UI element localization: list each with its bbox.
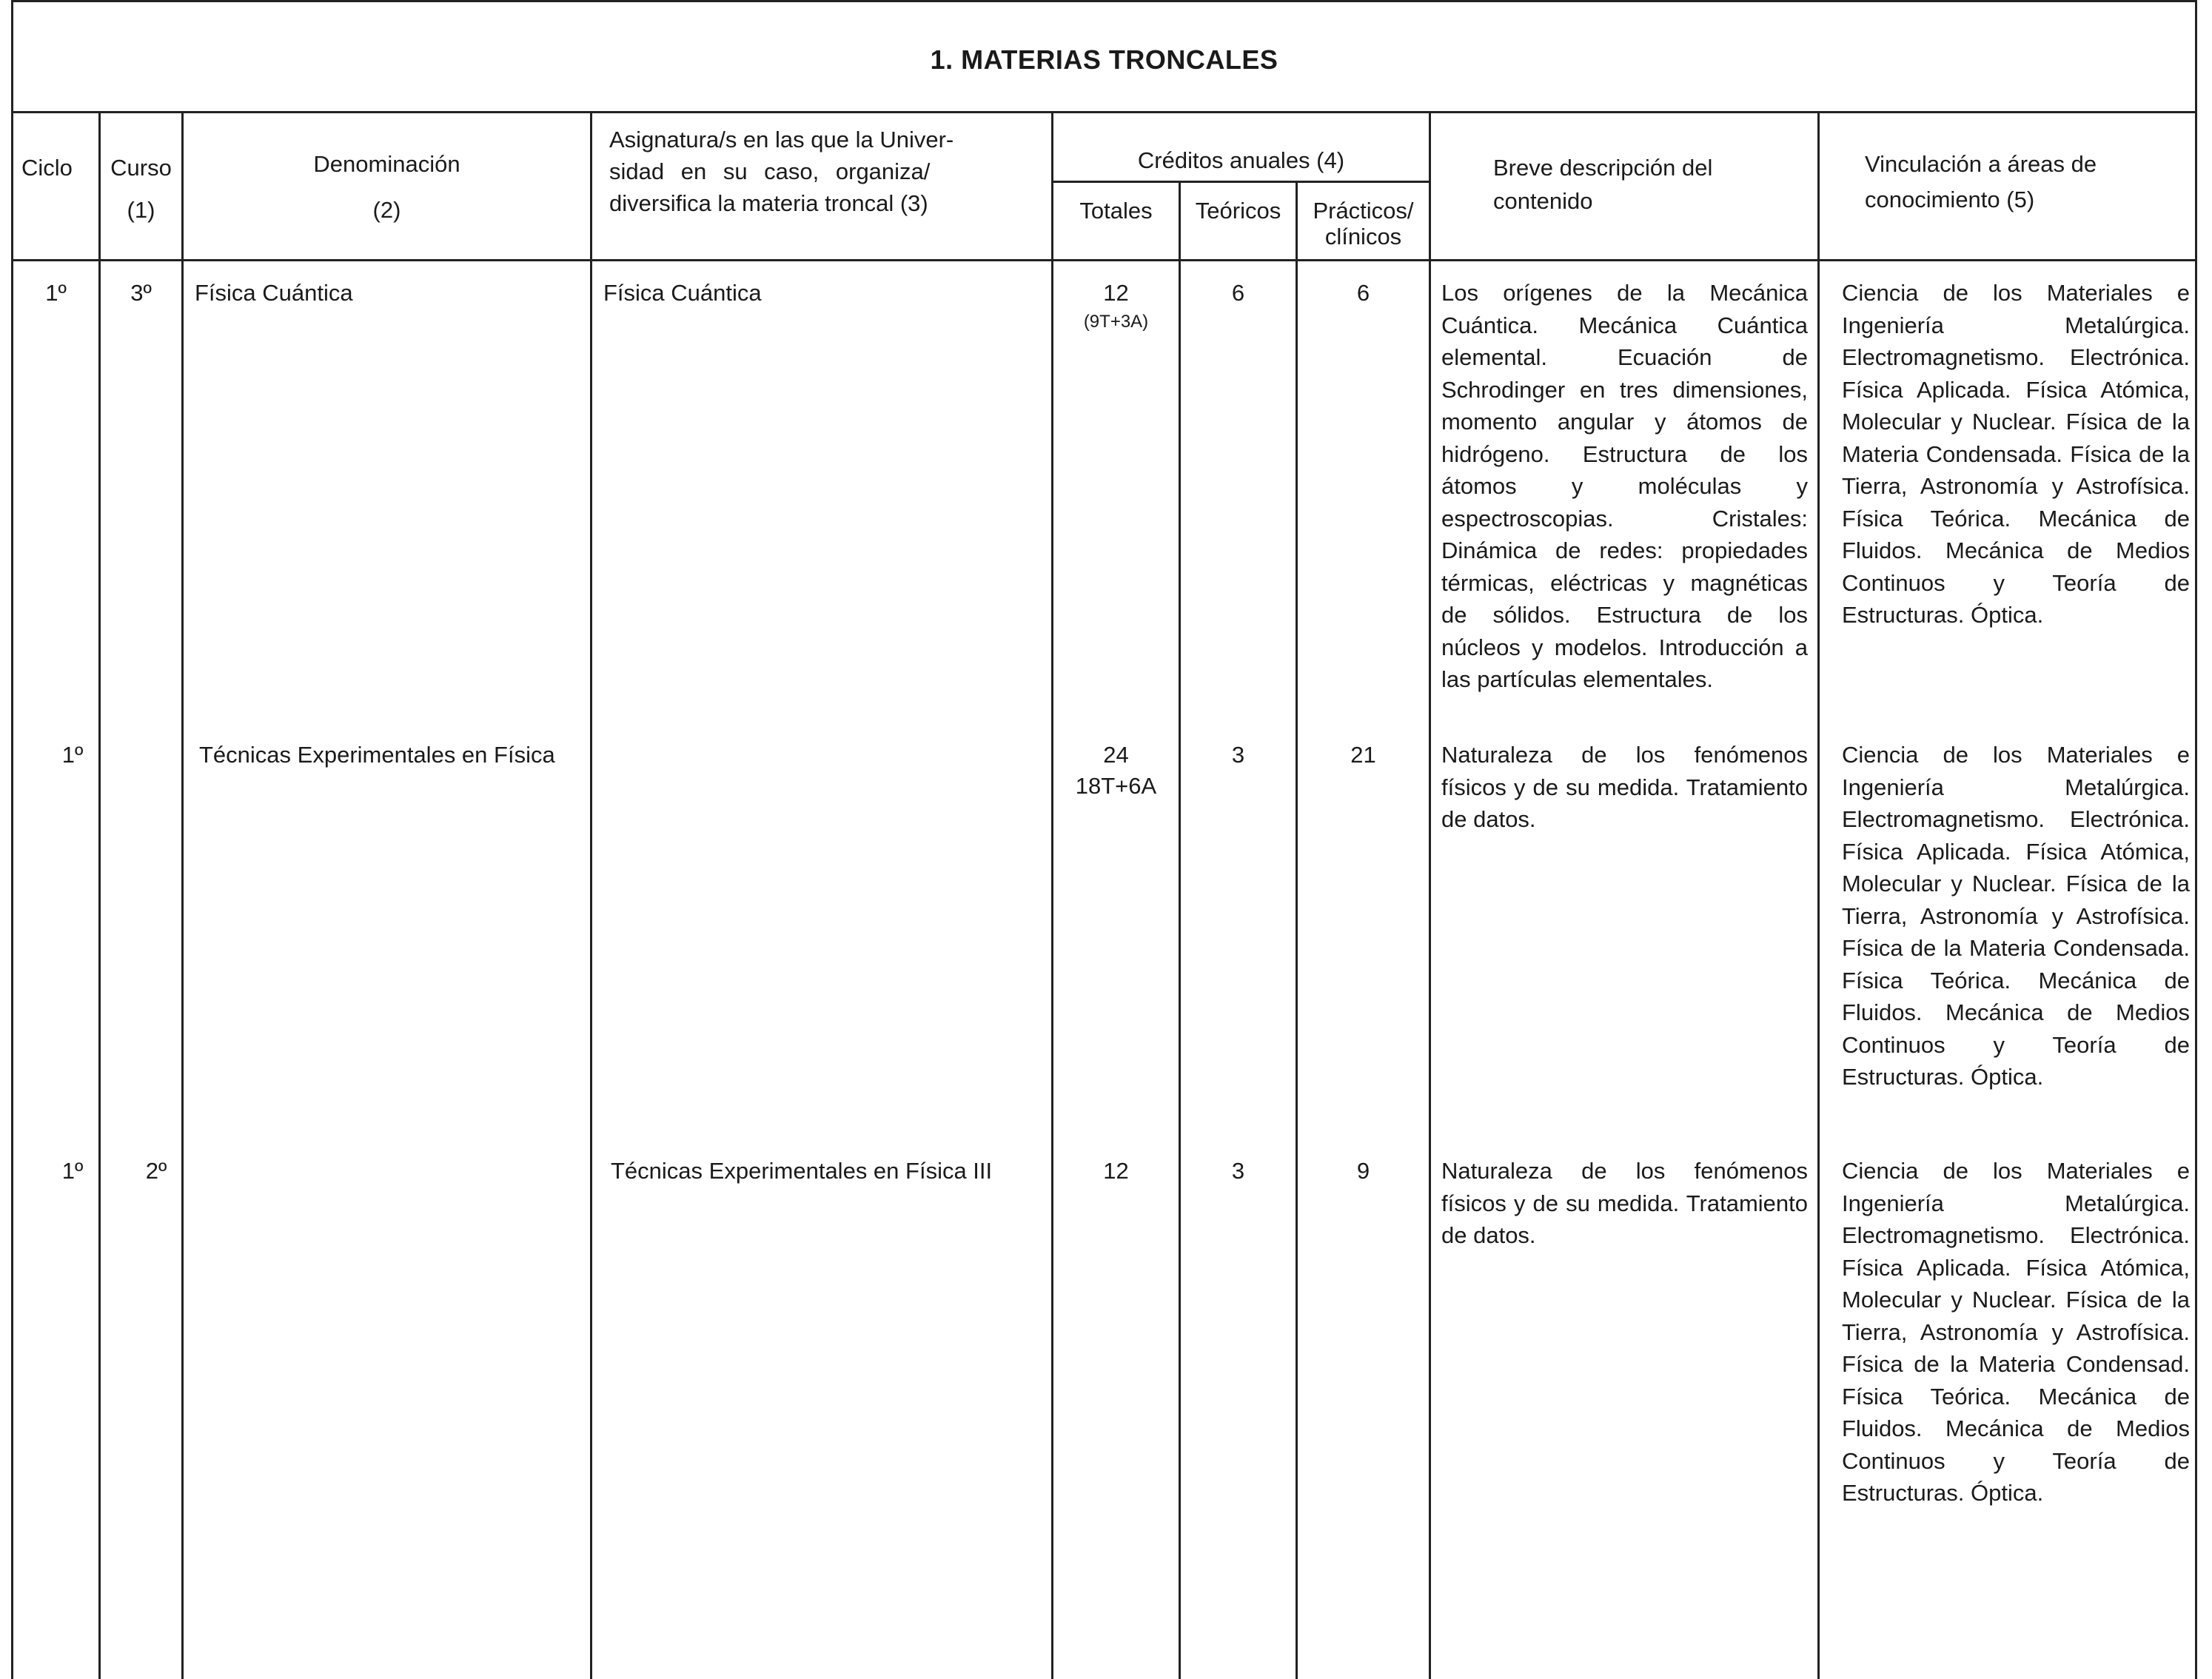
row2-practicos: 21 [1350,742,1376,768]
header-denominacion: Denominación [313,151,460,177]
col-divider-denominacion [590,111,592,1679]
top-border [11,0,2197,2]
col-divider-ciclo [98,111,101,1679]
row1-asignatura: Física Cuántica [603,280,762,306]
row1-totales-detail: (9T+3A) [1083,312,1149,332]
table-frame [11,0,2197,1679]
header-asignatura-line2: sidad en su caso, organiza/ [609,158,931,184]
header-bottom [11,259,2197,261]
header-asignatura-line3: diversifica la materia troncal (3) [609,190,928,216]
row1-descripcion: Los orígenes de la Mecánica Cuántica. Mecánica Cuántica elemental. Ecuación de Schrodinger en tres dimensiones, momento angular y átomos de hidrógeno. Estructura de los átomos y moléculas y espectroscopias. Cristales: Dinámica de redes: propiedades térmicas, eléctricas y magnéticas de sólidos. Estructura de los núcleos y modelos. Introducción a las partículas elementales. [1441,280,1808,692]
col-divider-teoricos [1296,181,1298,1679]
row3-ciclo: 1º [61,1158,84,1184]
row3-vinculacion: Ciencia de los Materiales e Ingeniería Metalúrgica. Electromagnetismo. Electrónica. Física Aplicada. Física Atómica, Molecular y Nuclear. Física de la Tierra, Astronomía y Astrofísica. Física de la Materia Condensad. Física Teórica. Mecánica de Fluidos. Mecánica de Medios Continuos y Teoría de Estructuras. Óptica. [1842,1158,2190,1506]
row1-ciclo: 1º [45,280,67,306]
page-title: 1. MATERIAS TRONCALES [930,44,1278,75]
header-descripcion-line1: Breve descripción del [1493,155,1713,181]
header-practicos-line2: clínicos [1324,224,1402,249]
title-divider [11,111,2197,113]
header-descripcion-line2: contenido [1493,188,1593,214]
col-divider-creditos [1429,111,1431,1679]
row2-ciclo: 1º [61,742,84,768]
header-ciclo: Ciclo [21,155,73,181]
credits-subdivider [1051,181,1429,183]
row1-teoricos: 6 [1231,280,1245,306]
col-divider-totales [1179,181,1181,1679]
header-practicos-line1: Prácticos/ [1313,198,1414,224]
row1-curso: 3º [130,280,152,306]
header-asignatura-line1: Asignatura/s en las que la Univer- [609,127,954,153]
row2-descripcion: Naturaleza de los fenómenos físicos y de su medida. Tratamiento de datos. [1441,742,1808,832]
row1-totales: 12 [1103,280,1129,306]
col-divider-asignatura [1051,111,1053,1679]
row2-totales-detail: 18T+6A [1075,773,1157,799]
row1-denominacion: Física Cuántica [195,280,353,306]
row1-vinculacion: Ciencia de los Materiales e Ingeniería Metalúrgica. Electromagnetismo. Electrónica. Física Aplicada. Física Atómica, Molecular y Nuclear. Física de la Materia Condensada. Física de la Tierra, Astronomía y Astrofísica. Física Teórica. Mecánica de Fluidos. Mecánica de Medios Continuos y Teoría de Estructuras. Óptica. [1842,280,2190,628]
header-creditos: Créditos anuales (4) [1137,147,1345,173]
header-curso: Curso [110,155,172,181]
row2-totales: 24 [1103,742,1129,768]
row3-curso: 2º [145,1158,167,1184]
row3-practicos: 9 [1356,1158,1370,1184]
row2-vinculacion: Ciencia de los Materiales e Ingeniería Metalúrgica. Electromagnetismo. Electrónica. Física Aplicada. Física Atómica, Molecular y Nuclear. Física de la Tierra, Astronomía y Astrofísica. Física de la Materia Condensada. Física Teórica. Mecánica de Fluidos. Mecánica de Medios Continuos y Teoría de Estructuras. Óptica. [1842,742,2190,1090]
row1-practicos: 6 [1356,280,1370,306]
left-border [11,0,13,1679]
col-divider-descripcion [1817,111,1820,1679]
row3-totales: 12 [1103,1158,1129,1184]
col-divider-curso [181,111,184,1679]
header-totales: Totales [1079,198,1153,224]
right-border [2195,0,2197,1679]
header-vinculacion-line2: conocimiento (5) [1865,187,2035,212]
row2-teoricos: 3 [1231,742,1245,768]
header-curso-note: (1) [127,197,155,223]
header-teoricos: Teóricos [1195,198,1281,224]
header-denominacion-note: (2) [372,197,401,223]
row3-asignatura: Técnicas Experimentales en Física III [611,1158,993,1184]
row3-descripcion: Naturaleza de los fenómenos físicos y de su medida. Tratamiento de datos. [1441,1158,1808,1248]
row3-teoricos: 3 [1231,1158,1245,1184]
header-vinculacion-line1: Vinculación a áreas de [1865,151,2097,177]
row2-denominacion: Técnicas Experimentales en Física [199,742,555,768]
